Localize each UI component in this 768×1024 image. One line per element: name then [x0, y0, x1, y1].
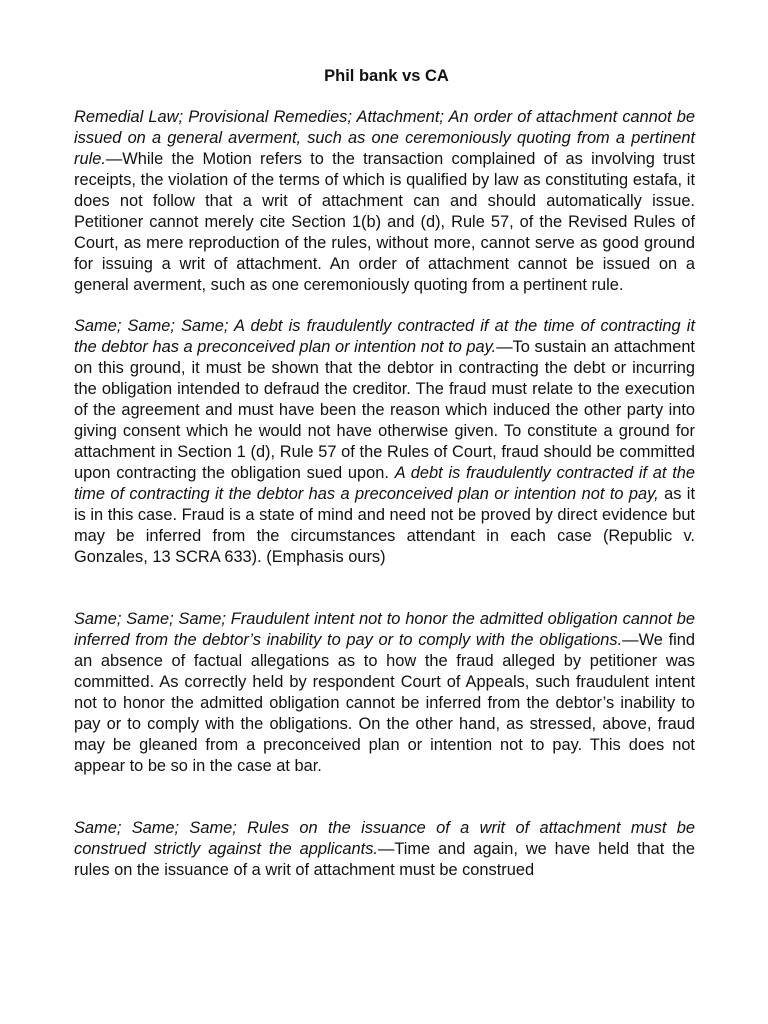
emphasis-text: A debt is fraudulently contracted if at the time of contracting it the debtor has a preconceived plan or intention not to pay,: [74, 464, 695, 503]
em-dash: —: [622, 631, 639, 649]
em-dash: —: [377, 840, 395, 858]
paragraph-body: To sustain an attachment on this ground, it must be shown that the debtor in contracting the debt or incurring the obligation intended to defraud the creditor. The fraud must relate to the execution of the agreement and must have been the reason which induced the other party into giving consent which he would not have otherwise given. To constitute a ground for attachment in Section 1 (d), Rule 57 of the Rules of Court, fraud should be committed upon contracting the obligation sued upon.: [74, 338, 695, 482]
paragraph-body: While the Motion refers to the transaction complained of as involving trust receipts, the violation of the terms of which is qualified by law as constituting estafa, it does not follow that a writ of attachment can and should automatically issue. Petitioner cannot merely cite Section 1(b) and (d), Rule 57, of the Revised Rules of Court, as mere reproduction of the rules, without more, cannot serve as good ground for issuing a writ of attachment. An order of attachment cannot be issued on a general averment, such as one ceremoniously quoting from a pertinent rule.: [74, 150, 695, 294]
paragraph-body: Time and again, we have held that the rules on the issuance of a writ of attachment must be construed: [74, 840, 695, 879]
document-title: Phil bank vs CA: [324, 67, 449, 85]
paragraph-body: We find an absence of factual allegations as to how the fraud alleged by petitioner was committed. As correctly held by respondent Court of Appeals, such fraudulent intent not to honor the admitted obligation cannot be inferred from the debtor’s inability to pay or to comply with the obligations. On the other hand, as stressed, above, fraud may be gleaned from a preconceived plan or intention not to pay. This does not appear to be so in the case at bar.: [74, 631, 695, 775]
em-dash: —: [496, 338, 513, 356]
paragraph-tail: as it is in this case. Fraud is a state of mind and need not be proved by direct evidence but may be inferred from the circumstances attendant in each case (Republic v. Gonzales, 13 SCRA 633). (Emphasis ours): [74, 485, 695, 566]
paragraph-strict-construction: [74, 818, 695, 881]
document-page: [74, 66, 695, 881]
paragraph-heading: Same; Same; Same; A debt is fraudulently contracted if at the time of contracting it the debtor has a preconceived plan or intention not to pay.: [74, 317, 695, 356]
em-dash: —: [105, 150, 123, 168]
paragraph-debt-fraudulently-contracted: [74, 316, 695, 568]
paragraph-heading: Same; Same; Same; Rules on the issuance of a writ of attachment must be construed strictly against the applicants.: [74, 819, 695, 858]
paragraph-heading: Remedial Law; Provisional Remedies; Attachment; An order of attachment cannot be issued on a general averment, such as one ceremoniously quoting from a pertinent rule.: [74, 108, 695, 168]
paragraph-fraudulent-intent: [74, 609, 695, 777]
paragraph-attachment-general-averment: [74, 107, 695, 296]
paragraph-heading: Same; Same; Same; Fraudulent intent not to honor the admitted obligation cannot be inferred from the debtor’s inability to pay or to comply with the obligations.: [74, 610, 695, 649]
